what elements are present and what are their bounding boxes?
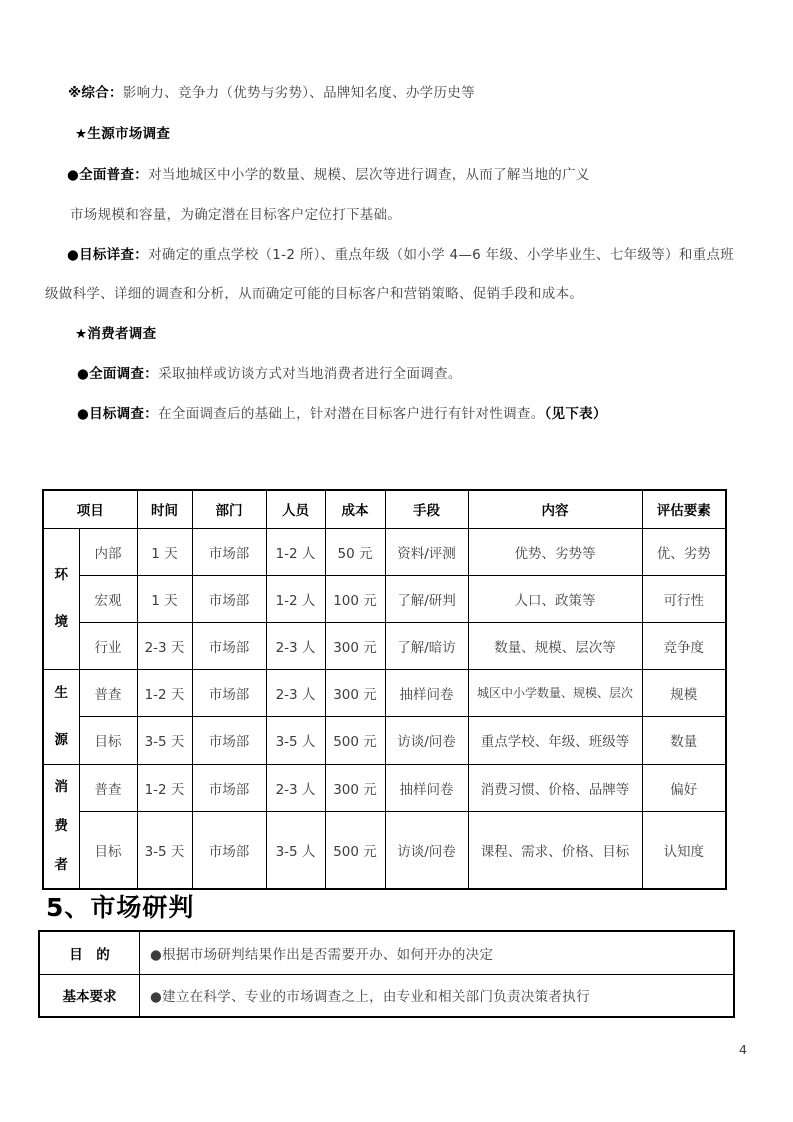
group-char: 环: [54, 566, 68, 583]
table-cell: 市场部: [192, 811, 266, 889]
table-row: [39, 931, 734, 974]
table-cell: 3-5 人: [266, 717, 325, 765]
table-cell: 3-5 人: [266, 811, 325, 889]
header-cell-department: 部门: [192, 490, 266, 528]
table-cell: 可行性: [642, 575, 726, 622]
paragraph-lead: ●全面调查：: [77, 366, 159, 382]
page-number: 4: [739, 1042, 747, 1057]
table-cell: 城区中小学数量、规模、层次: [468, 669, 642, 717]
table-cell: 2-3 人: [266, 764, 325, 811]
paragraph-consumer-full: [77, 366, 462, 382]
paragraph-lead: ●全面普查：: [67, 167, 149, 183]
group-char: 生: [54, 684, 68, 701]
paragraph-target-survey-cont: [45, 286, 583, 302]
table-cell: 1-2 天: [137, 764, 192, 811]
table-cell: 市场部: [192, 575, 266, 622]
table-header-row: [43, 490, 726, 528]
table-cell: ●根据市场研判结果作出是否需要开办、如何开办的决定: [140, 931, 735, 974]
table-row: [43, 528, 726, 575]
table-cell: 抽样问卷: [385, 669, 468, 717]
paragraph-target-survey: [67, 247, 734, 263]
table-cell: 100 元: [325, 575, 385, 622]
heading-consumer-survey: [75, 326, 156, 342]
table-cell: 市场部: [192, 528, 266, 575]
table-row: [43, 717, 726, 765]
table-cell: 消费习惯、价格、品牌等: [468, 764, 642, 811]
header-cell-staff: 人员: [266, 490, 325, 528]
paragraph-lead: ※综合：: [68, 85, 123, 101]
paragraph-text: 对当地城区中小学的数量、规模、层次等进行调查，从而了解当地的广义: [148, 167, 590, 183]
table-row: [43, 575, 726, 622]
paragraph-lead: ●目标详查：: [67, 247, 149, 263]
table-row: [43, 811, 726, 889]
header-cell-content: 内容: [468, 490, 642, 528]
paragraph-text: 市场规模和容量，为确定潜在目标客户定位打下基础。: [70, 207, 402, 223]
table-cell: 资料/评测: [385, 528, 468, 575]
table-cell: 300 元: [325, 764, 385, 811]
paragraph-tail: （见下表）: [544, 406, 607, 422]
paragraph-text: 对确定的重点学校（1-2 所）、重点年级（如小学 4—6 年级、小学毕业生、七年级等）和重点班: [148, 247, 735, 263]
table-cell: 500 元: [325, 717, 385, 765]
table-cell: 1 天: [137, 575, 192, 622]
table-cell: 市场部: [192, 669, 266, 717]
table-cell: 偏好: [642, 764, 726, 811]
group-cell-students: [43, 669, 79, 764]
table-cell: 访谈/问卷: [385, 717, 468, 765]
group-cell-environment: [43, 528, 79, 669]
table-cell: 规模: [642, 669, 726, 717]
table-cell: 300 元: [325, 622, 385, 669]
table-cell: 2-3 人: [266, 622, 325, 669]
table-cell: 1-2 人: [266, 575, 325, 622]
table-cell: 1-2 天: [137, 669, 192, 717]
table-cell: 2-3 天: [137, 622, 192, 669]
table-cell: 1 天: [137, 528, 192, 575]
paragraph-full-census-cont: [70, 207, 401, 223]
table-cell: 3-5 天: [137, 811, 192, 889]
table-cell: 重点学校、年级、班级等: [468, 717, 642, 765]
header-cell-measure: 评估要素: [642, 490, 726, 528]
table-cell: 数量: [642, 717, 726, 765]
table-cell: 500 元: [325, 811, 385, 889]
table-cell: 优、劣势: [642, 528, 726, 575]
group-char: 者: [54, 856, 68, 873]
paragraph-text: 影响力、竞争力（优势与劣势）、品牌知名度、办学历史等: [122, 85, 475, 101]
section-heading-market-judgment: 5、市场研判: [46, 893, 195, 922]
table-row: [43, 764, 726, 811]
group-char: 境: [54, 613, 68, 630]
table-cell: 宏观: [79, 575, 137, 622]
group-char: 费: [54, 817, 68, 834]
table-cell: 人口、政策等: [468, 575, 642, 622]
table-cell: 目标: [79, 811, 137, 889]
table-row: [43, 622, 726, 669]
table-cell: 认知度: [642, 811, 726, 889]
table-row: [43, 669, 726, 717]
survey-plan-table: [42, 489, 727, 890]
table-cell: 数量、规模、层次等: [468, 622, 642, 669]
table-cell: 市场部: [192, 764, 266, 811]
table-row: [39, 974, 734, 1017]
table-cell: 内部: [79, 528, 137, 575]
paragraph-full-census: [67, 167, 590, 183]
table-cell: 50 元: [325, 528, 385, 575]
table-cell: 优势、劣势等: [468, 528, 642, 575]
paragraph-lead: ●目标调查：: [77, 406, 159, 422]
table-cell: 市场部: [192, 717, 266, 765]
header-cell-time: 时间: [137, 490, 192, 528]
header-cell-cost: 成本: [325, 490, 385, 528]
paragraph-lead: ★消费者调查: [75, 326, 157, 342]
table-cell: 1-2 人: [266, 528, 325, 575]
table-label-cell: 目 的: [39, 931, 140, 974]
paragraph-text: 在全面调查后的基础上，针对潜在目标客户进行有针对性调查。: [158, 406, 545, 422]
table-cell: 目标: [79, 717, 137, 765]
table-cell: 行业: [79, 622, 137, 669]
group-char: 消: [54, 778, 68, 795]
table-label-cell: 基本要求: [39, 974, 140, 1017]
table-cell: 普查: [79, 669, 137, 717]
table-cell: 访谈/问卷: [385, 811, 468, 889]
table-cell: 课程、需求、价格、目标: [468, 811, 642, 889]
table-cell: ●建立在科学、专业的市场调查之上，由专业和相关部门负责决策者执行: [140, 974, 735, 1017]
market-judgment-table: [38, 930, 735, 1018]
table-cell: 了解/研判: [385, 575, 468, 622]
group-char: 源: [54, 731, 68, 748]
table-cell: 300 元: [325, 669, 385, 717]
group-cell-consumers: [43, 764, 79, 889]
table-cell: 了解/暗访: [385, 622, 468, 669]
table-cell: 抽样问卷: [385, 764, 468, 811]
paragraph-text: 采取抽样或访谈方式对当地消费者进行全面调查。: [158, 366, 462, 382]
heading-student-market-survey: [75, 126, 170, 142]
paragraph-lead: ★生源市场调查: [75, 126, 171, 142]
table-cell: 市场部: [192, 622, 266, 669]
table-cell: 普查: [79, 764, 137, 811]
table-cell: 2-3 人: [266, 669, 325, 717]
header-cell-project: 项目: [43, 490, 137, 528]
table-cell: 竞争度: [642, 622, 726, 669]
paragraph-overview: [68, 85, 475, 101]
table-cell: 3-5 天: [137, 717, 192, 765]
header-cell-method: 手段: [385, 490, 468, 528]
paragraph-consumer-target: [77, 406, 607, 422]
paragraph-text: 级做科学、详细的调查和分析，从而确定可能的目标客户和营销策略、促销手段和成本。: [45, 286, 584, 302]
